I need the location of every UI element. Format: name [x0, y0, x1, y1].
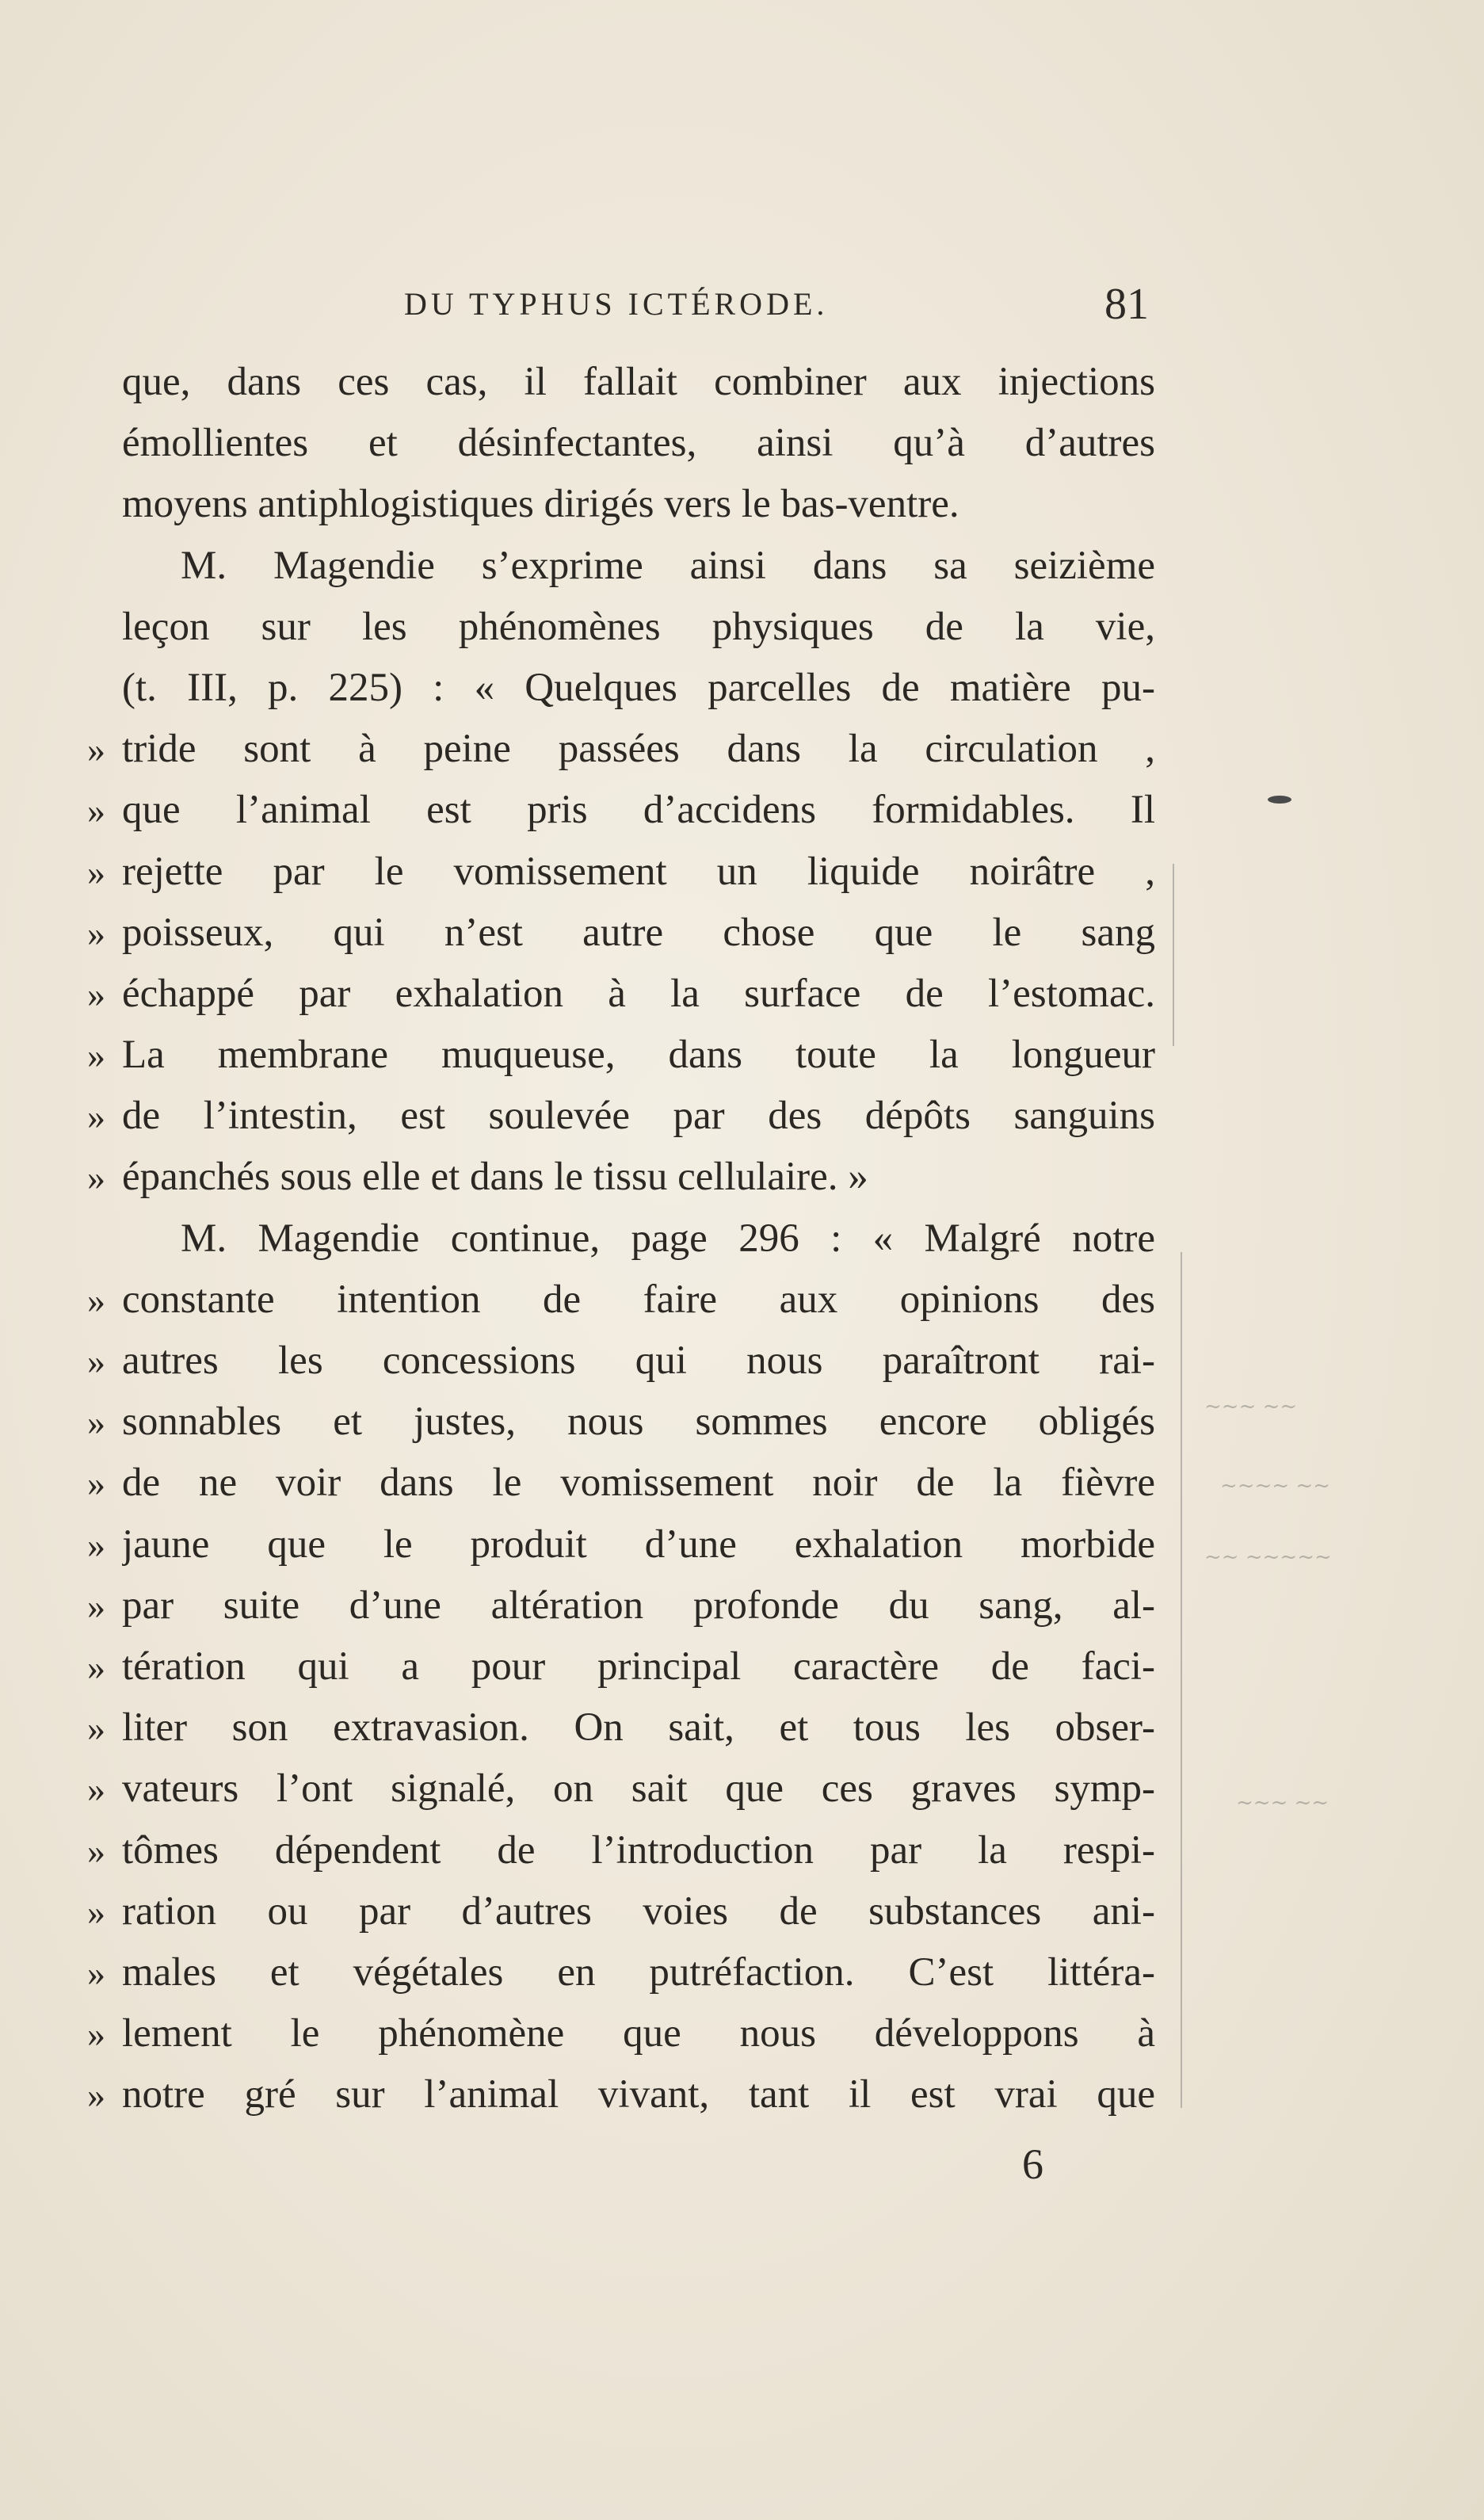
quote-mark: »	[87, 1524, 105, 1565]
text-line	[87, 1025, 1155, 1086]
line-text: par suite d’une altération profonde du sang, al-	[122, 1583, 1155, 1628]
quote-mark: »	[87, 1769, 105, 1810]
text-line	[87, 413, 1155, 474]
quote-mark: »	[87, 1035, 105, 1076]
margin-bracket	[1173, 864, 1174, 1046]
quote-mark: »	[87, 1585, 105, 1626]
line-text: émollientes et désinfectantes, ainsi qu’à d’autres	[122, 421, 1155, 466]
text-line	[87, 780, 1155, 841]
quote-mark: »	[87, 1708, 105, 1749]
text-line	[87, 1208, 1155, 1270]
quote-mark: »	[87, 729, 105, 770]
quote-mark: »	[87, 1096, 105, 1137]
quote-mark: »	[87, 973, 105, 1014]
text-line	[87, 1942, 1155, 2003]
text-line	[87, 1758, 1155, 1819]
margin-annotations	[1173, 840, 1442, 2187]
line-text: males et végétales en putréfaction. C’est littéra-	[122, 1949, 1155, 1995]
line-text: lement le phénomène que nous développons à	[122, 2011, 1155, 2056]
text-line	[87, 2064, 1155, 2125]
pencil-scribble: ~~~~ ~~	[1220, 1474, 1330, 1498]
line-text: tération qui a pour principal caractère de faci-	[122, 1644, 1155, 1689]
line-text: moyens antiphlogistiques dirigés vers le bas-ventre.	[122, 482, 959, 527]
quote-mark: »	[87, 1157, 105, 1198]
text-line	[87, 1697, 1155, 1758]
text-line	[87, 1453, 1155, 1514]
pencil-scribble: ~~~ ~~	[1236, 1791, 1329, 1815]
text-line	[87, 1820, 1155, 1881]
text-line	[87, 352, 1155, 413]
quote-mark: »	[87, 790, 105, 831]
text-line	[87, 1514, 1155, 1575]
line-text: autres les concessions qui nous paraîtront rai-	[122, 1338, 1155, 1383]
quote-mark: »	[87, 1952, 105, 1993]
running-head	[87, 279, 1149, 334]
line-text: que l’animal est pris d’accidens formidables. Il	[122, 788, 1155, 833]
line-text: M. Magendie s’exprime ainsi dans sa seizième	[181, 543, 1155, 588]
text-line	[87, 842, 1155, 903]
quote-mark: »	[87, 1463, 105, 1504]
quote-mark: »	[87, 1402, 105, 1443]
text-line	[87, 474, 1155, 535]
running-title: DU TYPHUS ICTÉRODE.	[404, 286, 829, 322]
quote-mark: »	[87, 851, 105, 892]
quote-mark: »	[87, 1279, 105, 1320]
line-text: épanchés sous elle et dans le tissu cellulaire. »	[122, 1155, 868, 1200]
line-text: La membrane muqueuse, dans toute la longueur	[122, 1033, 1155, 1078]
line-text: constante intention de faire aux opinions des	[122, 1277, 1155, 1322]
text-line	[87, 1881, 1155, 1942]
text-line	[87, 1636, 1155, 1697]
margin-bracket	[1181, 1252, 1182, 2108]
line-text: ration ou par d’autres voies de substances ani-	[122, 1888, 1155, 1934]
text-line	[87, 1086, 1155, 1147]
line-text: notre gré sur l’animal vivant, tant il est vrai que	[122, 2072, 1155, 2117]
pencil-scribble: ~~ ~~~~~	[1204, 1545, 1332, 1569]
text-line	[87, 964, 1155, 1025]
text-line	[87, 903, 1155, 964]
line-text: vateurs l’ont signalé, on sait que ces graves symp-	[122, 1766, 1155, 1812]
text-line	[87, 536, 1155, 597]
line-text: liter son extravasion. On sait, et tous les obser-	[122, 1705, 1155, 1751]
page-number: 81	[1104, 280, 1149, 329]
text-line	[87, 1270, 1155, 1331]
line-text: jaune que le produit d’une exhalation morbide	[122, 1522, 1155, 1567]
text-line	[87, 1392, 1155, 1453]
line-text: de l’intestin, est soulevée par des dépôts sanguins	[122, 1094, 1155, 1139]
quote-mark: »	[87, 2014, 105, 2055]
text-line	[87, 719, 1155, 780]
quote-mark: »	[87, 1646, 105, 1687]
line-text: sonnables et justes, nous sommes encore obligés	[122, 1399, 1155, 1445]
quote-mark: »	[87, 912, 105, 953]
line-text: échappé par exhalation à la surface de l’estomac.	[122, 971, 1155, 1016]
line-text: (t. III, p. 225) : « Quelques parcelles de matière pu-	[122, 665, 1155, 710]
text-line	[87, 1147, 1155, 1208]
quote-mark: »	[87, 1891, 105, 1932]
text-line	[87, 597, 1155, 658]
text-line	[87, 1575, 1155, 1636]
text-line	[87, 1331, 1155, 1392]
text-line	[87, 2003, 1155, 2064]
line-text: M. Magendie continue, page 296 : « Malgré notre	[181, 1216, 1155, 1261]
quote-mark: »	[87, 2075, 105, 2116]
ink-spot	[1268, 796, 1291, 804]
line-text: rejette par le vomissement un liquide noirâtre ,	[122, 849, 1155, 894]
body-text	[87, 352, 1155, 2125]
text-line	[87, 658, 1155, 719]
signature-mark: 6	[1022, 2140, 1043, 2188]
line-text: tômes dépendent de l’introduction par la respi-	[122, 1827, 1155, 1873]
pencil-scribble: ~~~ ~~	[1204, 1395, 1298, 1418]
line-text: que, dans ces cas, il fallait combiner aux injections	[122, 360, 1155, 404]
line-text: tride sont à peine passées dans la circulation ,	[122, 727, 1155, 772]
quote-mark: »	[87, 1341, 105, 1381]
line-text: leçon sur les phénomènes physiques de la vie,	[122, 604, 1155, 649]
quote-mark: »	[87, 1830, 105, 1871]
line-text: de ne voir dans le vomissement noir de la fièvre	[122, 1460, 1155, 1506]
line-text: poisseux, qui n’est autre chose que le sang	[122, 910, 1155, 955]
